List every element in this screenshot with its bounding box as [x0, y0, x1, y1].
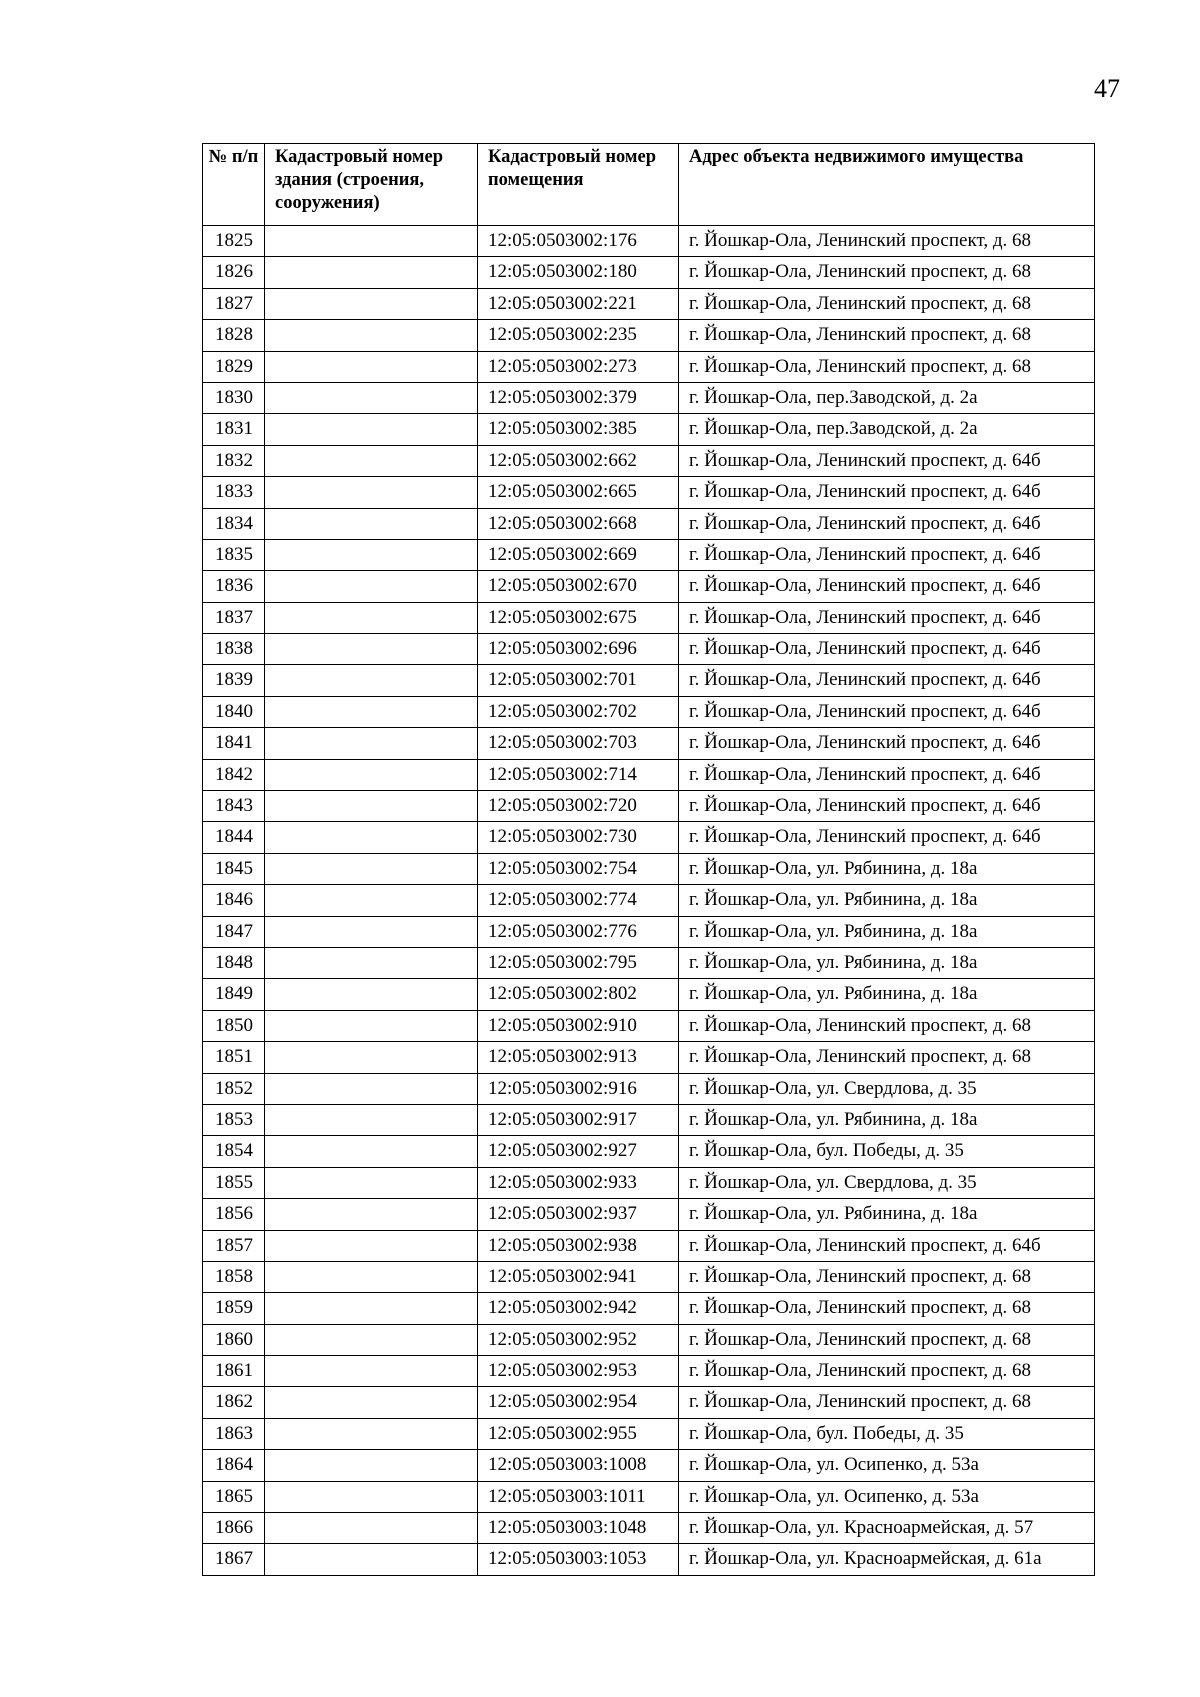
cell-room-cadastral: 12:05:0503002:702	[478, 696, 679, 727]
table-row	[203, 1073, 1095, 1104]
cell-num: 1866	[203, 1513, 265, 1544]
table-row	[203, 634, 1095, 665]
cell-num: 1827	[203, 288, 265, 319]
cell-num: 1837	[203, 602, 265, 633]
cell-num: 1846	[203, 885, 265, 916]
table-row	[203, 885, 1095, 916]
cell-building-cadastral	[265, 445, 478, 476]
cell-room-cadastral: 12:05:0503002:730	[478, 822, 679, 853]
cell-room-cadastral: 12:05:0503003:1053	[478, 1544, 679, 1575]
cell-room-cadastral: 12:05:0503002:670	[478, 571, 679, 602]
cell-room-cadastral: 12:05:0503002:916	[478, 1073, 679, 1104]
cell-building-cadastral	[265, 571, 478, 602]
cell-room-cadastral: 12:05:0503002:754	[478, 853, 679, 884]
cell-num: 1832	[203, 445, 265, 476]
table-row	[203, 1418, 1095, 1449]
cell-building-cadastral	[265, 1104, 478, 1135]
table-row	[203, 1261, 1095, 1292]
cell-num: 1836	[203, 571, 265, 602]
cell-num: 1849	[203, 979, 265, 1010]
cell-room-cadastral: 12:05:0503002:776	[478, 916, 679, 947]
cell-building-cadastral	[265, 320, 478, 351]
cell-building-cadastral	[265, 665, 478, 696]
cell-address: г. Йошкар-Ола, бул. Победы, д. 35	[679, 1418, 1095, 1449]
cell-building-cadastral	[265, 759, 478, 790]
header-num: № п/п	[203, 144, 265, 226]
cell-address: г. Йошкар-Ола, ул. Рябинина, д. 18а	[679, 947, 1095, 978]
cell-room-cadastral: 12:05:0503002:669	[478, 539, 679, 570]
cell-building-cadastral	[265, 257, 478, 288]
table-row	[203, 1199, 1095, 1230]
cell-num: 1845	[203, 853, 265, 884]
cell-num: 1847	[203, 916, 265, 947]
cell-num: 1853	[203, 1104, 265, 1135]
cell-num: 1865	[203, 1481, 265, 1512]
cell-num: 1863	[203, 1418, 265, 1449]
cell-room-cadastral: 12:05:0503002:942	[478, 1293, 679, 1324]
table-row	[203, 602, 1095, 633]
cell-num: 1840	[203, 696, 265, 727]
cell-room-cadastral: 12:05:0503002:795	[478, 947, 679, 978]
cell-address: г. Йошкар-Ола, Ленинский проспект, д. 64б	[679, 665, 1095, 696]
cell-building-cadastral	[265, 1010, 478, 1041]
cell-building-cadastral	[265, 1230, 478, 1261]
cell-num: 1838	[203, 634, 265, 665]
cell-building-cadastral	[265, 508, 478, 539]
cell-room-cadastral: 12:05:0503002:802	[478, 979, 679, 1010]
cell-address: г. Йошкар-Ола, Ленинский проспект, д. 64б	[679, 696, 1095, 727]
cell-building-cadastral	[265, 696, 478, 727]
cell-building-cadastral	[265, 414, 478, 445]
cell-room-cadastral: 12:05:0503002:703	[478, 728, 679, 759]
cell-num: 1825	[203, 226, 265, 257]
cell-building-cadastral	[265, 1167, 478, 1198]
table-header	[203, 144, 1095, 226]
cell-room-cadastral: 12:05:0503002:665	[478, 477, 679, 508]
cell-building-cadastral	[265, 1481, 478, 1512]
cell-address: г. Йошкар-Ола, ул. Свердлова, д. 35	[679, 1167, 1095, 1198]
cell-room-cadastral: 12:05:0503002:668	[478, 508, 679, 539]
cell-address: г. Йошкар-Ола, Ленинский проспект, д. 64б	[679, 508, 1095, 539]
cell-building-cadastral	[265, 1199, 478, 1230]
cell-address: г. Йошкар-Ола, Ленинский проспект, д. 64б	[679, 571, 1095, 602]
table-row	[203, 1010, 1095, 1041]
cell-building-cadastral	[265, 1136, 478, 1167]
cell-address: г. Йошкар-Ола, ул. Рябинина, д. 18а	[679, 885, 1095, 916]
cell-building-cadastral	[265, 822, 478, 853]
table-row	[203, 382, 1095, 413]
page-number: 47	[1094, 74, 1120, 103]
table-row	[203, 1104, 1095, 1135]
cell-address: г. Йошкар-Ола, Ленинский проспект, д. 68	[679, 351, 1095, 382]
cell-num: 1852	[203, 1073, 265, 1104]
cell-address: г. Йошкар-Ола, Ленинский проспект, д. 64б	[679, 634, 1095, 665]
cell-address: г. Йошкар-Ола, Ленинский проспект, д. 68	[679, 288, 1095, 319]
cell-address: г. Йошкар-Ола, Ленинский проспект, д. 64б	[679, 539, 1095, 570]
table-body	[203, 226, 1095, 1576]
cell-num: 1864	[203, 1450, 265, 1481]
cell-room-cadastral: 12:05:0503002:379	[478, 382, 679, 413]
table-row	[203, 947, 1095, 978]
table-row	[203, 351, 1095, 382]
cell-building-cadastral	[265, 853, 478, 884]
cell-num: 1848	[203, 947, 265, 978]
cell-building-cadastral	[265, 791, 478, 822]
cell-num: 1850	[203, 1010, 265, 1041]
cell-building-cadastral	[265, 979, 478, 1010]
cell-num: 1834	[203, 508, 265, 539]
cell-room-cadastral: 12:05:0503002:933	[478, 1167, 679, 1198]
header-building-cadastral: Кадастровый номер здания (строения, сооружения)	[265, 144, 478, 226]
cell-address: г. Йошкар-Ола, Ленинский проспект, д. 68	[679, 320, 1095, 351]
cell-num: 1843	[203, 791, 265, 822]
cell-address: г. Йошкар-Ола, ул. Свердлова, д. 35	[679, 1073, 1095, 1104]
cell-building-cadastral	[265, 382, 478, 413]
cell-room-cadastral: 12:05:0503002:937	[478, 1199, 679, 1230]
cell-room-cadastral: 12:05:0503002:913	[478, 1042, 679, 1073]
cell-building-cadastral	[265, 728, 478, 759]
table-row	[203, 1356, 1095, 1387]
table-row	[203, 1324, 1095, 1355]
table-row	[203, 414, 1095, 445]
table-row	[203, 728, 1095, 759]
cell-address: г. Йошкар-Ола, Ленинский проспект, д. 68	[679, 226, 1095, 257]
cell-room-cadastral: 12:05:0503002:176	[478, 226, 679, 257]
table-row	[203, 1544, 1095, 1575]
cell-building-cadastral	[265, 1513, 478, 1544]
cell-address: г. Йошкар-Ола, Ленинский проспект, д. 68	[679, 1356, 1095, 1387]
table-row	[203, 1481, 1095, 1512]
cell-num: 1859	[203, 1293, 265, 1324]
cell-room-cadastral: 12:05:0503002:701	[478, 665, 679, 696]
table-row	[203, 791, 1095, 822]
cell-room-cadastral: 12:05:0503002:955	[478, 1418, 679, 1449]
cell-room-cadastral: 12:05:0503002:720	[478, 791, 679, 822]
table-row	[203, 477, 1095, 508]
cell-address: г. Йошкар-Ола, ул. Рябинина, д. 18а	[679, 1199, 1095, 1230]
cell-address: г. Йошкар-Ола, пер.Заводской, д. 2а	[679, 382, 1095, 413]
cell-room-cadastral: 12:05:0503002:938	[478, 1230, 679, 1261]
cell-room-cadastral: 12:05:0503002:221	[478, 288, 679, 319]
cell-address: г. Йошкар-Ола, Ленинский проспект, д. 68	[679, 1324, 1095, 1355]
header-address: Адрес объекта недвижимого имущества	[679, 144, 1095, 226]
cell-room-cadastral: 12:05:0503002:941	[478, 1261, 679, 1292]
cell-address: г. Йошкар-Ола, Ленинский проспект, д. 64б	[679, 822, 1095, 853]
cell-address: г. Йошкар-Ола, Ленинский проспект, д. 64б	[679, 602, 1095, 633]
cell-address: г. Йошкар-Ола, Ленинский проспект, д. 64б	[679, 728, 1095, 759]
table-row	[203, 1450, 1095, 1481]
cell-num: 1833	[203, 477, 265, 508]
cell-address: г. Йошкар-Ола, ул. Рябинина, д. 18а	[679, 1104, 1095, 1135]
cell-room-cadastral: 12:05:0503002:910	[478, 1010, 679, 1041]
cell-room-cadastral: 12:05:0503002:953	[478, 1356, 679, 1387]
table-row	[203, 1387, 1095, 1418]
cell-num: 1854	[203, 1136, 265, 1167]
table-row	[203, 445, 1095, 476]
cell-address: г. Йошкар-Ола, Ленинский проспект, д. 68	[679, 257, 1095, 288]
cell-num: 1867	[203, 1544, 265, 1575]
cell-num: 1855	[203, 1167, 265, 1198]
cell-building-cadastral	[265, 288, 478, 319]
cell-building-cadastral	[265, 226, 478, 257]
cell-building-cadastral	[265, 477, 478, 508]
cell-address: г. Йошкар-Ола, Ленинский проспект, д. 64б	[679, 445, 1095, 476]
table-row	[203, 257, 1095, 288]
cell-address: г. Йошкар-Ола, ул. Рябинина, д. 18а	[679, 979, 1095, 1010]
cell-building-cadastral	[265, 351, 478, 382]
table-row	[203, 1293, 1095, 1324]
cell-address: г. Йошкар-Ола, Ленинский проспект, д. 68	[679, 1042, 1095, 1073]
table-row	[203, 696, 1095, 727]
cell-num: 1830	[203, 382, 265, 413]
cell-address: г. Йошкар-Ола, Ленинский проспект, д. 64б	[679, 1230, 1095, 1261]
cell-address: г. Йошкар-Ола, пер.Заводской, д. 2а	[679, 414, 1095, 445]
cell-num: 1860	[203, 1324, 265, 1355]
cell-room-cadastral: 12:05:0503002:714	[478, 759, 679, 790]
cell-address: г. Йошкар-Ола, Ленинский проспект, д. 64б	[679, 477, 1095, 508]
table-row	[203, 1167, 1095, 1198]
cell-num: 1841	[203, 728, 265, 759]
cell-num: 1835	[203, 539, 265, 570]
table-row	[203, 320, 1095, 351]
cell-room-cadastral: 12:05:0503002:180	[478, 257, 679, 288]
cell-building-cadastral	[265, 1324, 478, 1355]
property-registry-table	[202, 143, 1095, 1576]
cell-num: 1829	[203, 351, 265, 382]
cell-address: г. Йошкар-Ола, ул. Рябинина, д. 18а	[679, 916, 1095, 947]
cell-address: г. Йошкар-Ола, ул. Осипенко, д. 53а	[679, 1481, 1095, 1512]
table-row	[203, 979, 1095, 1010]
cell-room-cadastral: 12:05:0503002:917	[478, 1104, 679, 1135]
cell-room-cadastral: 12:05:0503002:952	[478, 1324, 679, 1355]
cell-address: г. Йошкар-Ола, Ленинский проспект, д. 64б	[679, 791, 1095, 822]
header-room-cadastral: Кадастровый номер помещения	[478, 144, 679, 226]
cell-building-cadastral	[265, 916, 478, 947]
table-row	[203, 539, 1095, 570]
cell-room-cadastral: 12:05:0503002:954	[478, 1387, 679, 1418]
table-row	[203, 1513, 1095, 1544]
table-row	[203, 916, 1095, 947]
table-row	[203, 665, 1095, 696]
table-row	[203, 759, 1095, 790]
cell-room-cadastral: 12:05:0503002:662	[478, 445, 679, 476]
cell-room-cadastral: 12:05:0503003:1048	[478, 1513, 679, 1544]
cell-address: г. Йошкар-Ола, ул. Рябинина, д. 18а	[679, 853, 1095, 884]
cell-address: г. Йошкар-Ола, Ленинский проспект, д. 68	[679, 1293, 1095, 1324]
cell-room-cadastral: 12:05:0503002:696	[478, 634, 679, 665]
cell-num: 1857	[203, 1230, 265, 1261]
cell-address: г. Йошкар-Ола, ул. Красноармейская, д. 61а	[679, 1544, 1095, 1575]
cell-room-cadastral: 12:05:0503002:927	[478, 1136, 679, 1167]
cell-building-cadastral	[265, 634, 478, 665]
cell-room-cadastral: 12:05:0503002:385	[478, 414, 679, 445]
cell-num: 1842	[203, 759, 265, 790]
cell-room-cadastral: 12:05:0503003:1008	[478, 1450, 679, 1481]
cell-num: 1861	[203, 1356, 265, 1387]
cell-address: г. Йошкар-Ола, ул. Осипенко, д. 53а	[679, 1450, 1095, 1481]
cell-building-cadastral	[265, 1261, 478, 1292]
cell-num: 1839	[203, 665, 265, 696]
cell-num: 1844	[203, 822, 265, 853]
cell-num: 1862	[203, 1387, 265, 1418]
cell-num: 1831	[203, 414, 265, 445]
cell-building-cadastral	[265, 1418, 478, 1449]
cell-num: 1851	[203, 1042, 265, 1073]
cell-room-cadastral: 12:05:0503003:1011	[478, 1481, 679, 1512]
table-row	[203, 853, 1095, 884]
cell-building-cadastral	[265, 947, 478, 978]
table-row	[203, 822, 1095, 853]
cell-building-cadastral	[265, 1042, 478, 1073]
table-row	[203, 288, 1095, 319]
cell-building-cadastral	[265, 885, 478, 916]
cell-building-cadastral	[265, 1450, 478, 1481]
cell-room-cadastral: 12:05:0503002:675	[478, 602, 679, 633]
cell-room-cadastral: 12:05:0503002:235	[478, 320, 679, 351]
cell-num: 1826	[203, 257, 265, 288]
cell-building-cadastral	[265, 1387, 478, 1418]
cell-num: 1858	[203, 1261, 265, 1292]
cell-building-cadastral	[265, 1073, 478, 1104]
cell-address: г. Йошкар-Ола, Ленинский проспект, д. 68	[679, 1387, 1095, 1418]
table-row	[203, 1136, 1095, 1167]
header-row	[203, 144, 1095, 226]
cell-address: г. Йошкар-Ола, Ленинский проспект, д. 68	[679, 1010, 1095, 1041]
cell-address: г. Йошкар-Ола, Ленинский проспект, д. 68	[679, 1261, 1095, 1292]
cell-room-cadastral: 12:05:0503002:774	[478, 885, 679, 916]
cell-room-cadastral: 12:05:0503002:273	[478, 351, 679, 382]
cell-building-cadastral	[265, 1544, 478, 1575]
table-row	[203, 226, 1095, 257]
cell-num: 1856	[203, 1199, 265, 1230]
cell-num: 1828	[203, 320, 265, 351]
cell-building-cadastral	[265, 1356, 478, 1387]
cell-building-cadastral	[265, 539, 478, 570]
cell-address: г. Йошкар-Ола, ул. Красноармейская, д. 57	[679, 1513, 1095, 1544]
table-row	[203, 508, 1095, 539]
cell-address: г. Йошкар-Ола, бул. Победы, д. 35	[679, 1136, 1095, 1167]
cell-building-cadastral	[265, 1293, 478, 1324]
table-row	[203, 1230, 1095, 1261]
table-row	[203, 1042, 1095, 1073]
table-row	[203, 571, 1095, 602]
cell-building-cadastral	[265, 602, 478, 633]
cell-address: г. Йошкар-Ола, Ленинский проспект, д. 64б	[679, 759, 1095, 790]
